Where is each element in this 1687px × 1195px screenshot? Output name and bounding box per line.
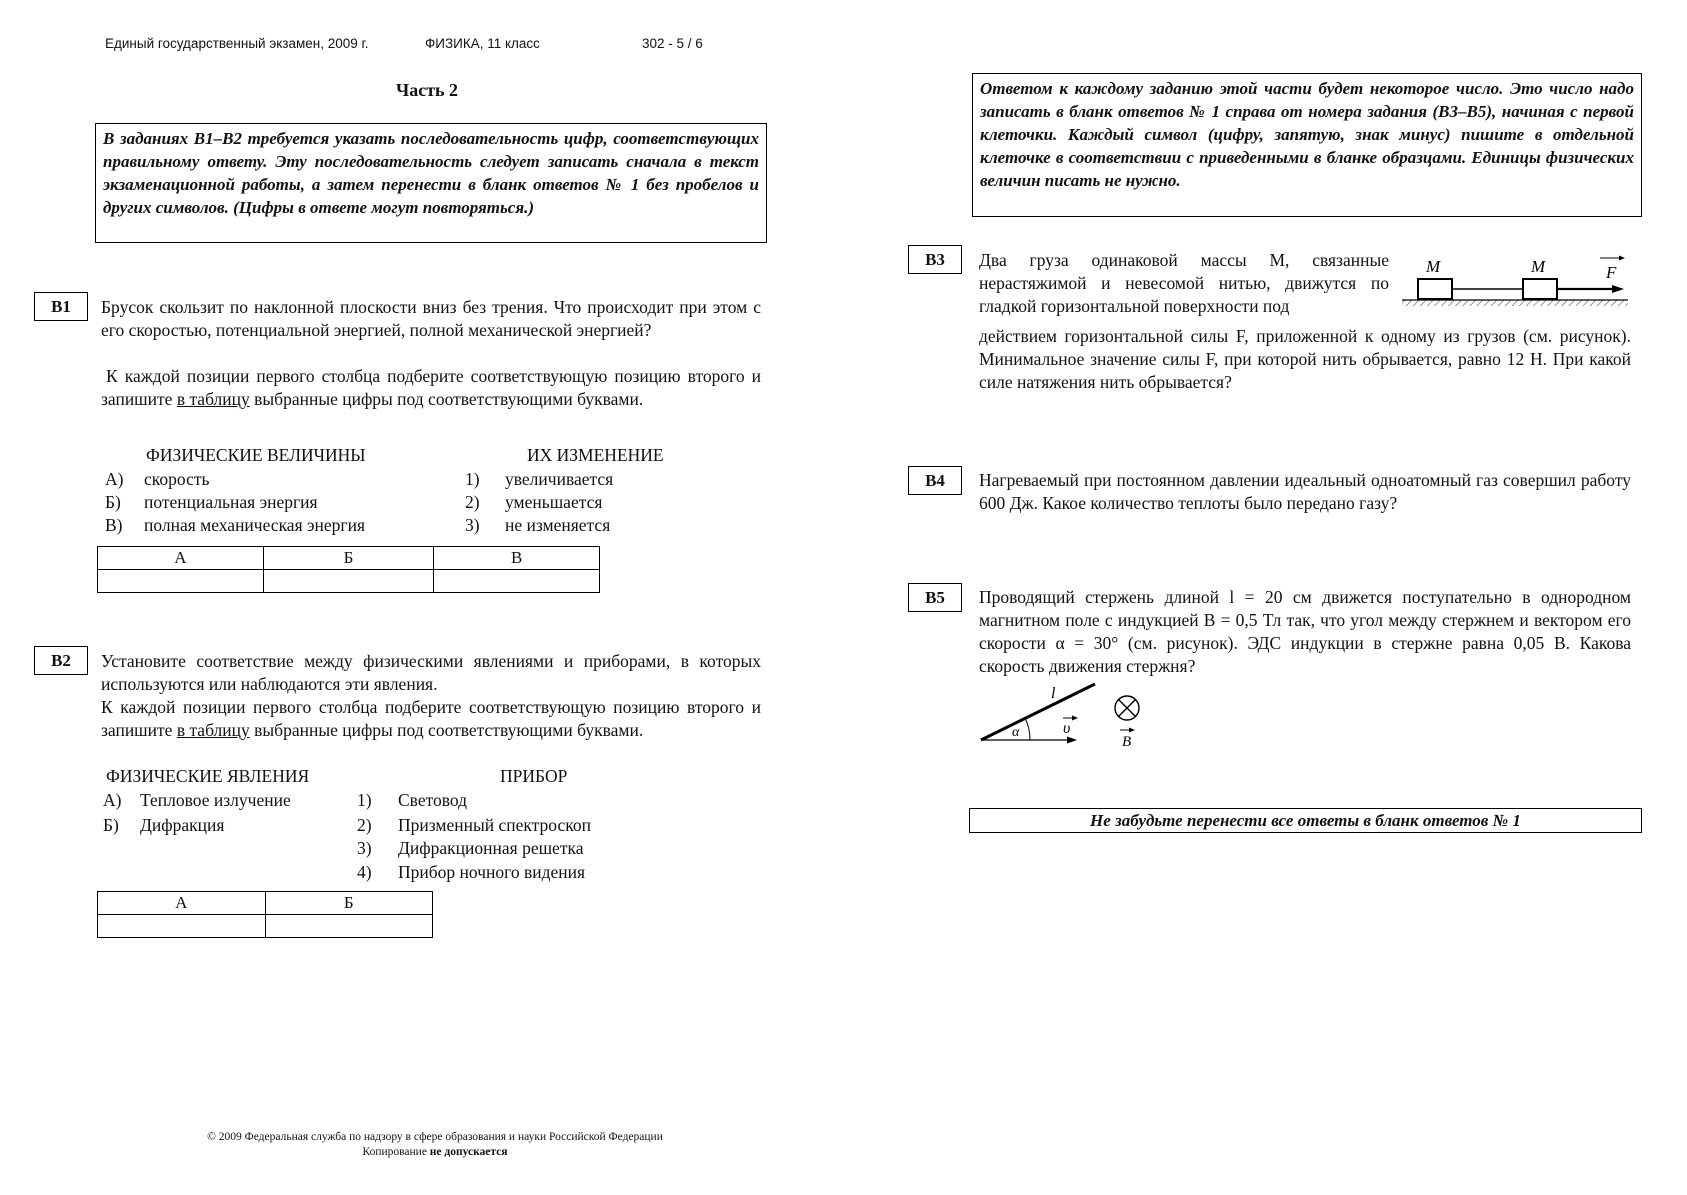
b2-right-key: 2)	[357, 815, 372, 835]
b1-left-text: скорость	[144, 469, 210, 489]
label-m2: M	[1531, 257, 1546, 276]
b1-question: Брусок скользит по наклонной плоскости вниз без трения. Что происходит при этом с его скоростью, потенциальной энергией, полной механической энергией?	[101, 297, 761, 340]
task-label-b5: В5	[908, 583, 962, 612]
b2-right-key: 4)	[357, 862, 372, 882]
rod	[981, 684, 1095, 740]
b1-right-text: не изменяется	[505, 515, 611, 535]
v-vector-head	[1072, 716, 1078, 721]
header-subject: ФИЗИКА, 11 класс	[425, 36, 540, 51]
label-b: B	[1122, 734, 1132, 750]
b5-text: Проводящий стержень длиной l = 20 см движется поступательно в однородном магнитном поле с индукцией B = 0,5 Тл так, что угол между стержнем и вектором его скорости α = 30° (см. рисунок). ЭДС индукции в стержне равна 0,05 В. Какова скорость движения стержня?	[979, 587, 1631, 676]
b1-right-key: 3)	[465, 515, 480, 535]
label-l: l	[1051, 685, 1056, 702]
label-f: F	[1606, 263, 1617, 282]
b2-right-text: Дифракционная решетка	[398, 838, 584, 858]
b2-left-text: Дифракция	[140, 815, 225, 835]
reminder-box: Не забудьте перенести все ответы в бланк ответов № 1	[969, 808, 1642, 833]
b2-table-link: в таблицу	[176, 720, 250, 740]
b1-answer-header: В	[434, 547, 600, 570]
b3-text-top: Два груза одинаковой массы M, связанные нерастяжимой и невесомой нитью, движутся по гладкой горизонтальной поверхности под	[979, 250, 1389, 316]
b2-instruction: К каждой позиции первого столбца подберите соответствующую позицию второго и запишите в таблицу выбранные цифры под соответствующими буквами.	[101, 697, 761, 740]
b2-col1-header: ФИЗИЧЕСКИЕ ЯВЛЕНИЯ	[106, 766, 310, 786]
header-exam: Единый государственный экзамен, 2009 г.	[105, 36, 369, 51]
b1-col2-header: ИХ ИЗМЕНЕНИЕ	[527, 445, 664, 465]
b2-left-key: Б)	[103, 815, 119, 835]
b1-answer-cell-v[interactable]	[434, 570, 600, 593]
force-arrowhead	[1612, 285, 1624, 293]
label-alpha: α	[1012, 725, 1020, 740]
b1-col1-header: ФИЗИЧЕСКИЕ ВЕЛИЧИНЫ	[146, 445, 366, 465]
b4-text: Нагреваемый при постоянном давлении идеальный одноатомный газ совершил работу 600 Дж. Какое количество теплоты было передано газу?	[979, 470, 1631, 513]
b5-figure	[975, 678, 1155, 752]
label-m1: M	[1426, 257, 1441, 276]
velocity-arrowhead	[1067, 737, 1077, 744]
footer	[120, 1130, 750, 1160]
f-vector-head	[1619, 256, 1625, 261]
footer-copyright: © 2009 Федеральная служба по надзору в сфере образования и науки Российской Федерации	[207, 1131, 663, 1143]
b1-left-key: В)	[105, 515, 123, 535]
b2-right-key: 1)	[357, 790, 372, 810]
b1-left-key: А)	[105, 469, 124, 489]
b1-left-text: полная механическая энергия	[144, 515, 365, 535]
footer-copy-note: Копирование не допускается	[362, 1146, 508, 1158]
b2-left-text: Тепловое излучение	[140, 790, 291, 810]
angle-arc	[1025, 718, 1030, 740]
task-label-b1: В1	[34, 292, 88, 321]
b1-answer-cell-b[interactable]	[263, 570, 434, 593]
b1-answer-cell-a[interactable]	[98, 570, 264, 593]
b2-right-text: Прибор ночного видения	[398, 862, 586, 882]
b2-col2-header: ПРИБОР	[500, 766, 568, 786]
b2-right-key: 3)	[357, 838, 372, 858]
b1-left-text: потенциальная энергия	[144, 492, 318, 512]
b2-right-text: Призменный спектроскоп	[398, 815, 591, 835]
b1-instruction: К каждой позиции первого столбца подберите соответствующую позицию второго и запишите в таблицу выбранные цифры под соответствующими буквами.	[101, 366, 761, 409]
b3-figure	[1400, 248, 1630, 312]
b1-table-link: в таблицу	[176, 389, 250, 409]
b2-answer-cell-b[interactable]	[265, 915, 433, 938]
b1-right-key: 2)	[465, 492, 480, 512]
b2-answer-header: А	[98, 892, 266, 915]
b2-question: Установите соответствие между физическими явлениями и приборами, в которых используются или наблюдаются эти явления.	[101, 651, 761, 694]
task-label-b3: В3	[908, 245, 962, 274]
b3-text-bottom: действием горизонтальной силы F, приложенной к одному из грузов (см. рисунок). Минимальное значение силы F, при которой нить обрывается, равно 12 Н. При какой силе натяжения нить обрывается?	[979, 326, 1631, 392]
instructions-box-right: Ответом к каждому заданию этой части будет некоторое число. Это число надо записать в бланк ответов № 1 справа от номера задания (В3–В5), начиная с первой клеточки. Каждый символ (цифру, запятую, знак минус) пишите в отдельной клеточке в соответствии с приведенными в бланке образцами. Единицы физических величин писать не нужно.	[972, 73, 1642, 217]
surface-hatching	[1402, 300, 1628, 306]
b1-answer-table	[97, 546, 600, 593]
b2-answer-cell-a[interactable]	[98, 915, 266, 938]
part-title: Часть 2	[396, 80, 459, 100]
instructions-box-left: В заданиях В1–В2 требуется указать последовательность цифр, соответствующих правильному ответу. Эту последовательность следует записать сначала в текст экзаменационной работы, а затем перенести в бланк ответов № 1 без пробелов и других символов. (Цифры в ответе могут повторяться.)	[95, 123, 767, 243]
b2-answer-header: Б	[265, 892, 433, 915]
label-v: υ	[1063, 720, 1071, 737]
b1-answer-header: А	[98, 547, 264, 570]
b2-answer-table	[97, 891, 433, 938]
b1-right-text: увеличивается	[505, 469, 614, 489]
b1-left-key: Б)	[105, 492, 121, 512]
b2-right-text: Световод	[398, 790, 468, 810]
b-vector-head	[1129, 728, 1135, 733]
b1-right-text: уменьшается	[505, 492, 603, 512]
b1-right-key: 1)	[465, 469, 480, 489]
b2-left-key: А)	[103, 790, 122, 810]
header-page-code: 302 - 5 / 6	[642, 36, 703, 51]
task-label-b2: В2	[34, 646, 88, 675]
block-1	[1418, 279, 1452, 299]
task-label-b4: В4	[908, 466, 962, 495]
block-2	[1523, 279, 1557, 299]
b1-answer-header: Б	[263, 547, 434, 570]
